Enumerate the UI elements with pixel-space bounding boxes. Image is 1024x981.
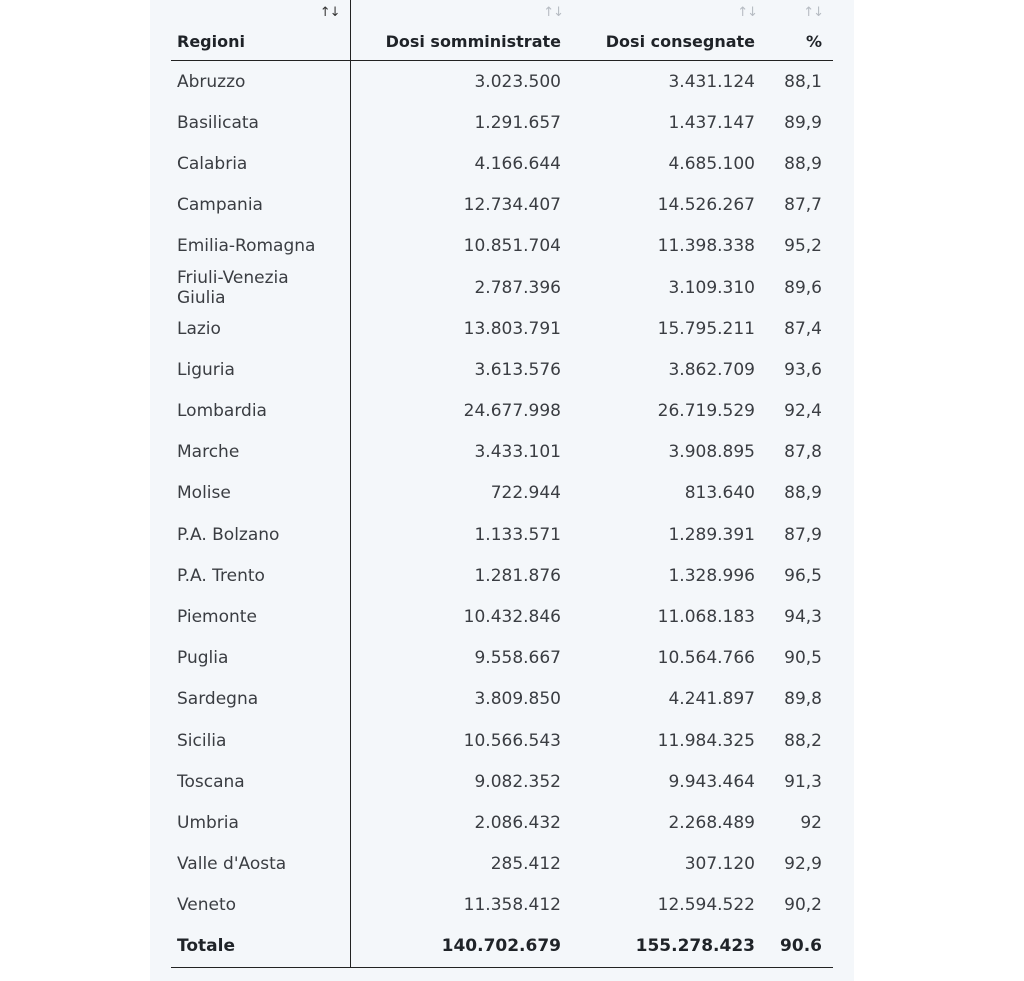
- sort-icon[interactable]: ↑↓: [543, 5, 563, 20]
- table-row: [171, 267, 833, 308]
- column-header-label: Regioni: [177, 32, 245, 51]
- total-percent: 90.6: [767, 926, 833, 968]
- delivered-cell: 11.068.183: [657, 607, 755, 628]
- sort-icon[interactable]: ↑↓: [803, 5, 823, 20]
- administered-cell: 3.023.500: [474, 71, 561, 92]
- delivered-cell: 2.268.489: [668, 812, 755, 833]
- percent-cell: 92,9: [784, 854, 822, 875]
- table-row: [171, 596, 833, 637]
- delivered-cell: 3.862.709: [668, 359, 755, 380]
- region-cell: Liguria: [171, 349, 350, 390]
- administered-cell: 2.086.432: [474, 812, 561, 833]
- administered-cell: 4.166.644: [474, 153, 561, 174]
- administered-cell: 3.809.850: [474, 689, 561, 710]
- administered-cell: 2.787.396: [474, 277, 561, 298]
- delivered-cell: 1.289.391: [668, 524, 755, 545]
- column-header-label: Dosi somministrate: [385, 32, 561, 51]
- table-row: [171, 308, 833, 349]
- administered-cell: 24.677.998: [463, 401, 561, 422]
- region-cell: P.A. Trento: [171, 555, 350, 596]
- administered-cell: 3.613.576: [474, 359, 561, 380]
- administered-cell: 9.558.667: [474, 648, 561, 669]
- percent-cell: 88,9: [784, 483, 822, 504]
- column-header-percent[interactable]: [767, 0, 833, 61]
- table-row: [171, 349, 833, 390]
- table-row: [171, 391, 833, 432]
- administered-cell: 10.851.704: [463, 236, 561, 257]
- delivered-cell: 15.795.211: [657, 318, 755, 339]
- administered-cell: 722.944: [490, 483, 561, 504]
- administered-cell: 10.432.846: [463, 607, 561, 628]
- delivered-cell: 11.398.338: [657, 236, 755, 257]
- vaccine-doses-table: [171, 0, 833, 968]
- region-cell: Lazio: [171, 308, 350, 349]
- delivered-cell: 14.526.267: [657, 195, 755, 216]
- percent-cell: 91,3: [784, 771, 822, 792]
- table-row: [171, 473, 833, 514]
- table-row: [171, 102, 833, 143]
- table-row: [171, 638, 833, 679]
- administered-cell: 13.803.791: [463, 318, 561, 339]
- percent-cell: 95,2: [784, 236, 822, 257]
- percent-cell: 88,9: [784, 153, 822, 174]
- table-row: [171, 185, 833, 226]
- percent-cell: 88,2: [784, 730, 822, 751]
- delivered-cell: 12.594.522: [657, 895, 755, 916]
- delivered-cell: 26.719.529: [657, 401, 755, 422]
- delivered-cell: 10.564.766: [657, 648, 755, 669]
- column-header-dosi-consegnate[interactable]: [573, 0, 767, 61]
- administered-cell: 10.566.543: [463, 730, 561, 751]
- table-row: [171, 432, 833, 473]
- percent-cell: 92: [800, 812, 822, 833]
- table-row: [171, 555, 833, 596]
- region-cell: Puglia: [171, 638, 350, 679]
- administered-cell: 11.358.412: [463, 895, 561, 916]
- percent-cell: 92,4: [784, 401, 822, 422]
- total-administered: 140.702.679: [350, 926, 573, 968]
- region-cell: Lombardia: [171, 391, 350, 432]
- delivered-cell: 813.640: [684, 483, 755, 504]
- table-row: [171, 844, 833, 885]
- region-cell: Veneto: [171, 885, 350, 926]
- column-header-label: Dosi consegnate: [605, 32, 755, 51]
- percent-cell: 89,6: [784, 277, 822, 298]
- administered-cell: 9.082.352: [474, 771, 561, 792]
- sort-icon[interactable]: ↑↓: [737, 5, 757, 20]
- table-row: [171, 761, 833, 802]
- percent-cell: 89,9: [784, 112, 822, 133]
- percent-cell: 87,9: [784, 524, 822, 545]
- region-cell: Calabria: [171, 143, 350, 184]
- delivered-cell: 1.437.147: [668, 112, 755, 133]
- region-cell: Umbria: [171, 802, 350, 843]
- column-header-regioni[interactable]: [171, 0, 350, 61]
- percent-cell: 87,7: [784, 195, 822, 216]
- delivered-cell: 1.328.996: [668, 565, 755, 586]
- column-header-label: %: [805, 32, 822, 51]
- table-row: [171, 802, 833, 843]
- administered-cell: 12.734.407: [463, 195, 561, 216]
- table-row: [171, 61, 833, 103]
- table-row: [171, 679, 833, 720]
- administered-cell: 1.291.657: [474, 112, 561, 133]
- delivered-cell: 4.241.897: [668, 689, 755, 710]
- percent-cell: 87,8: [784, 442, 822, 463]
- table-body: [171, 61, 833, 926]
- percent-cell: 87,4: [784, 318, 822, 339]
- table-row: [171, 143, 833, 184]
- total-row: [171, 926, 833, 968]
- region-cell: Campania: [171, 185, 350, 226]
- percent-cell: 94,3: [784, 607, 822, 628]
- administered-cell: 1.281.876: [474, 565, 561, 586]
- region-cell: Sicilia: [171, 720, 350, 761]
- total-label: Totale: [171, 926, 350, 968]
- region-cell: Emilia-Romagna: [171, 226, 350, 267]
- region-cell: Basilicata: [171, 102, 350, 143]
- region-cell: Marche: [171, 432, 350, 473]
- region-cell: Friuli-Venezia Giulia: [171, 267, 350, 308]
- administered-cell: 3.433.101: [474, 442, 561, 463]
- region-cell: P.A. Bolzano: [171, 514, 350, 555]
- table-row: [171, 720, 833, 761]
- delivered-cell: 3.431.124: [668, 71, 755, 92]
- percent-cell: 93,6: [784, 359, 822, 380]
- delivered-cell: 9.943.464: [668, 771, 755, 792]
- column-header-dosi-somministrate[interactable]: [350, 0, 573, 61]
- percent-cell: 90,2: [784, 895, 822, 916]
- sort-icon[interactable]: ↑↓: [319, 5, 340, 20]
- percent-cell: 88,1: [784, 71, 822, 92]
- region-cell: Piemonte: [171, 596, 350, 637]
- administered-cell: 1.133.571: [474, 524, 561, 545]
- delivered-cell: 307.120: [684, 854, 755, 875]
- delivered-cell: 4.685.100: [668, 153, 755, 174]
- delivered-cell: 3.109.310: [668, 277, 755, 298]
- table-header-row: [171, 0, 833, 61]
- percent-cell: 90,5: [784, 648, 822, 669]
- region-cell: Molise: [171, 473, 350, 514]
- percent-cell: 96,5: [784, 565, 822, 586]
- administered-cell: 285.412: [490, 854, 561, 875]
- region-cell: Valle d'Aosta: [171, 844, 350, 885]
- percent-cell: 89,8: [784, 689, 822, 710]
- table-row: [171, 514, 833, 555]
- table-row: [171, 885, 833, 926]
- region-cell: Sardegna: [171, 679, 350, 720]
- region-cell: Abruzzo: [171, 61, 350, 103]
- region-cell: Toscana: [171, 761, 350, 802]
- table-row: [171, 226, 833, 267]
- table-panel: [150, 0, 854, 981]
- delivered-cell: 11.984.325: [657, 730, 755, 751]
- delivered-cell: 3.908.895: [668, 442, 755, 463]
- total-delivered: 155.278.423: [573, 926, 767, 968]
